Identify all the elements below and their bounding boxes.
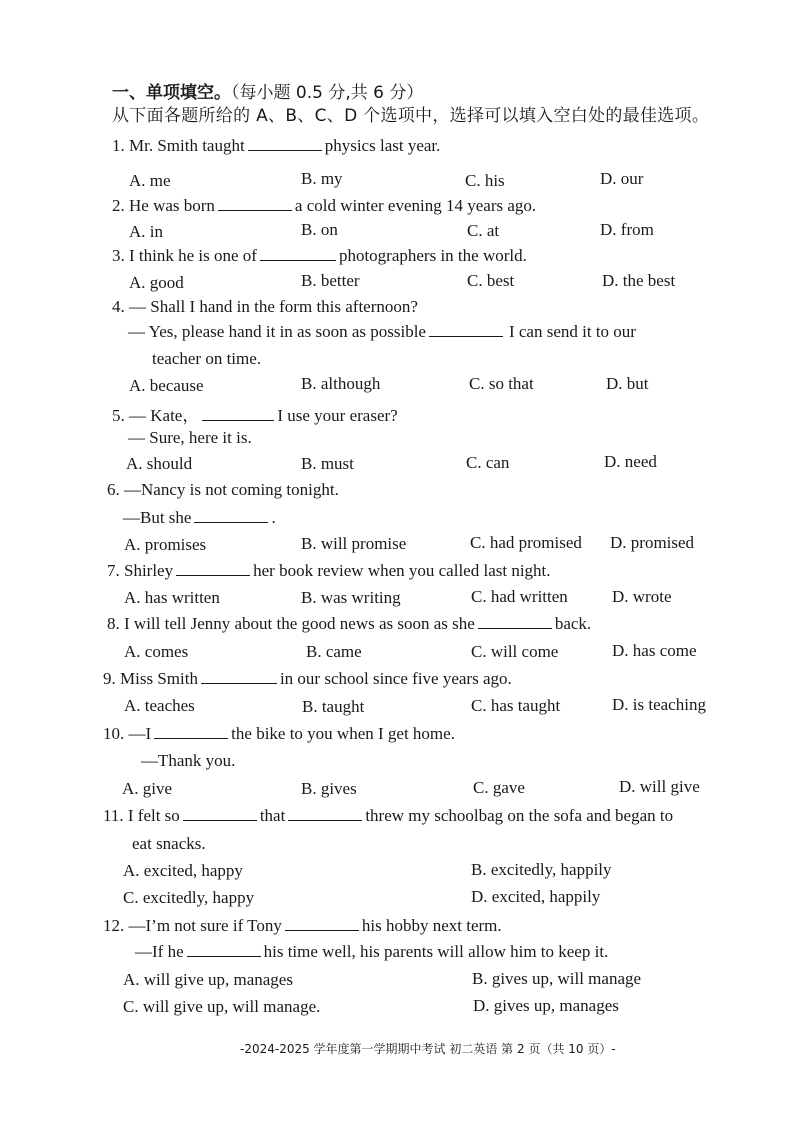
question-8-text: 8. I will tell Jenny about the good news as soon as she xyxy=(107,614,475,633)
q8-option-c: C. will come xyxy=(471,642,559,661)
answer-blank xyxy=(154,724,228,739)
question-5-text: 5. — Kate， xyxy=(112,406,200,425)
answer-blank xyxy=(202,406,274,421)
q12-option-b: B. gives up, will manage xyxy=(472,969,642,988)
q9-option-d: D. is teaching xyxy=(612,695,706,714)
q7-option-b: B. was writing xyxy=(301,588,401,607)
question-4-line-3: teacher on time. xyxy=(152,349,262,368)
question-8 xyxy=(107,614,591,634)
question-6-line-1: 6. —Nancy is not coming tonight. xyxy=(107,480,339,499)
answer-blank xyxy=(260,246,336,261)
question-11-text-mid: that xyxy=(259,806,286,825)
q11-option-d: D. excited, happily xyxy=(471,887,601,906)
question-11-line-1 xyxy=(103,806,673,826)
answer-blank xyxy=(187,942,261,957)
question-6-line-2 xyxy=(123,508,276,528)
answer-blank xyxy=(478,614,552,629)
question-5-line-2: — Sure, here it is. xyxy=(128,428,252,447)
q10-option-b: B. gives xyxy=(301,779,357,798)
q5-option-d: D. need xyxy=(604,452,657,471)
q5-option-b: B. must xyxy=(301,454,354,473)
q8-option-b: B. came xyxy=(306,642,362,661)
question-12-text: 12. —I’m not sure if Tony xyxy=(103,916,282,935)
q5-option-c: C. can xyxy=(466,453,510,472)
q12-option-d: D. gives up, manages xyxy=(473,996,619,1015)
q6-option-d: D. promised xyxy=(610,533,695,552)
q1-option-a: A. me xyxy=(129,171,171,190)
q12-option-a: A. will give up, manages xyxy=(123,970,293,989)
q2-option-d: D. from xyxy=(600,220,654,239)
q7-option-a: A. has written xyxy=(124,588,220,607)
section-title-main: 一、单项填空。 xyxy=(112,83,231,103)
question-8-text-end: back. xyxy=(554,614,592,633)
answer-blank xyxy=(288,806,362,821)
question-2-text-end: a cold winter evening 14 years ago. xyxy=(294,196,537,215)
question-2 xyxy=(112,196,536,216)
answer-blank xyxy=(194,508,268,523)
q6-option-a: A. promises xyxy=(124,535,207,554)
q7-option-c: C. had written xyxy=(471,587,568,606)
question-6-text-end: . xyxy=(271,508,276,527)
q9-option-c: C. has taught xyxy=(471,696,561,715)
question-4-text-end: I can send it to our xyxy=(508,322,636,341)
answer-blank xyxy=(285,916,359,931)
question-6-text: —But she xyxy=(123,508,192,527)
q3-option-c: C. best xyxy=(467,271,515,290)
section-title xyxy=(112,78,423,103)
question-9 xyxy=(103,669,512,689)
question-5-text-end: I use your eraser? xyxy=(277,406,398,425)
q1-option-b: B. my xyxy=(301,169,343,188)
question-7 xyxy=(107,561,551,581)
page-footer: -2024-2025 学年度第一学期期中考试 初二英语 第 2 页（共 10 页）- xyxy=(240,1042,616,1056)
question-7-text: 7. Shirley xyxy=(107,561,174,580)
answer-blank xyxy=(248,136,322,151)
question-10-text-end: the bike to you when I get home. xyxy=(231,724,455,743)
q8-option-d: D. has come xyxy=(612,641,697,660)
question-3 xyxy=(112,246,527,266)
q8-option-a: A. comes xyxy=(124,642,189,661)
question-4-line-2 xyxy=(128,322,636,342)
question-12-text-2: —If he xyxy=(135,942,184,961)
question-11-text: 11. I felt so xyxy=(103,806,180,825)
q11-option-c: C. excitedly, happy xyxy=(123,888,255,907)
q3-option-d: D. the best xyxy=(602,271,676,290)
question-11-text-end: threw my schoolbag on the sofa and began to xyxy=(365,806,674,825)
q6-option-b: B. will promise xyxy=(301,534,407,553)
question-10-line-2: —Thank you. xyxy=(141,751,236,770)
question-11-line-2: eat snacks. xyxy=(132,834,206,853)
q12-option-c: C. will give up, will manage. xyxy=(123,997,321,1016)
answer-blank xyxy=(218,196,292,211)
q11-option-b: B. excitedly, happily xyxy=(471,860,612,879)
question-4-text: — Yes, please hand it in as soon as possible xyxy=(128,322,426,341)
question-7-text-end: her book review when you called last night. xyxy=(253,561,551,580)
q6-option-c: C. had promised xyxy=(470,533,582,552)
question-3-text-end: photographers in the world. xyxy=(338,246,527,265)
answer-blank xyxy=(183,806,257,821)
question-12-text-2-end: his time well, his parents will allow him to keep it. xyxy=(263,942,609,961)
question-12-line-2 xyxy=(135,942,608,962)
question-12-text-end: his hobby next term. xyxy=(361,916,502,935)
q9-option-b: B. taught xyxy=(302,697,365,716)
q4-option-c: C. so that xyxy=(469,374,534,393)
question-4-line-1: 4. — Shall I hand in the form this afternoon? xyxy=(112,297,418,316)
q10-option-d: D. will give xyxy=(619,777,700,796)
q1-option-d: D. our xyxy=(600,169,644,188)
section-instruction: 从下面各题所给的 A、B、C、D 个选项中，选择可以填入空白处的最佳选项。 xyxy=(112,106,710,126)
q4-option-b: B. although xyxy=(301,374,381,393)
q10-option-a: A. give xyxy=(122,779,173,798)
question-9-text: 9. Miss Smith xyxy=(103,669,198,688)
answer-blank xyxy=(176,561,250,576)
q9-option-a: A. teaches xyxy=(124,696,195,715)
question-2-text: 2. He was born xyxy=(112,196,215,215)
question-1-text: 1. Mr. Smith taught xyxy=(112,136,245,155)
question-1 xyxy=(112,136,440,156)
answer-blank xyxy=(429,322,503,337)
answer-blank xyxy=(201,669,277,684)
q2-option-b: B. on xyxy=(301,220,338,239)
question-1-text-end: physics last year. xyxy=(324,136,441,155)
q4-option-d: D. but xyxy=(606,374,649,393)
q2-option-c: C. at xyxy=(467,221,500,240)
q2-option-a: A. in xyxy=(129,222,163,241)
question-9-text-end: in our school since five years ago. xyxy=(279,669,512,688)
q1-option-c: C. his xyxy=(465,171,505,190)
q5-option-a: A. should xyxy=(126,454,193,473)
q7-option-d: D. wrote xyxy=(612,587,672,606)
question-5-line-1 xyxy=(112,401,398,426)
q11-option-a: A. excited, happy xyxy=(123,861,243,880)
question-10-text: 10. —I xyxy=(103,724,152,743)
question-3-text: 3. I think he is one of xyxy=(112,246,257,265)
q4-option-a: A. because xyxy=(129,376,204,395)
question-12-line-1 xyxy=(103,916,502,936)
q3-option-b: B. better xyxy=(301,271,360,290)
q10-option-c: C. gave xyxy=(473,778,525,797)
question-10-line-1 xyxy=(103,724,455,744)
section-title-score: （每小题 0.5 分,共 6 分） xyxy=(231,83,424,103)
q3-option-a: A. good xyxy=(129,273,184,292)
